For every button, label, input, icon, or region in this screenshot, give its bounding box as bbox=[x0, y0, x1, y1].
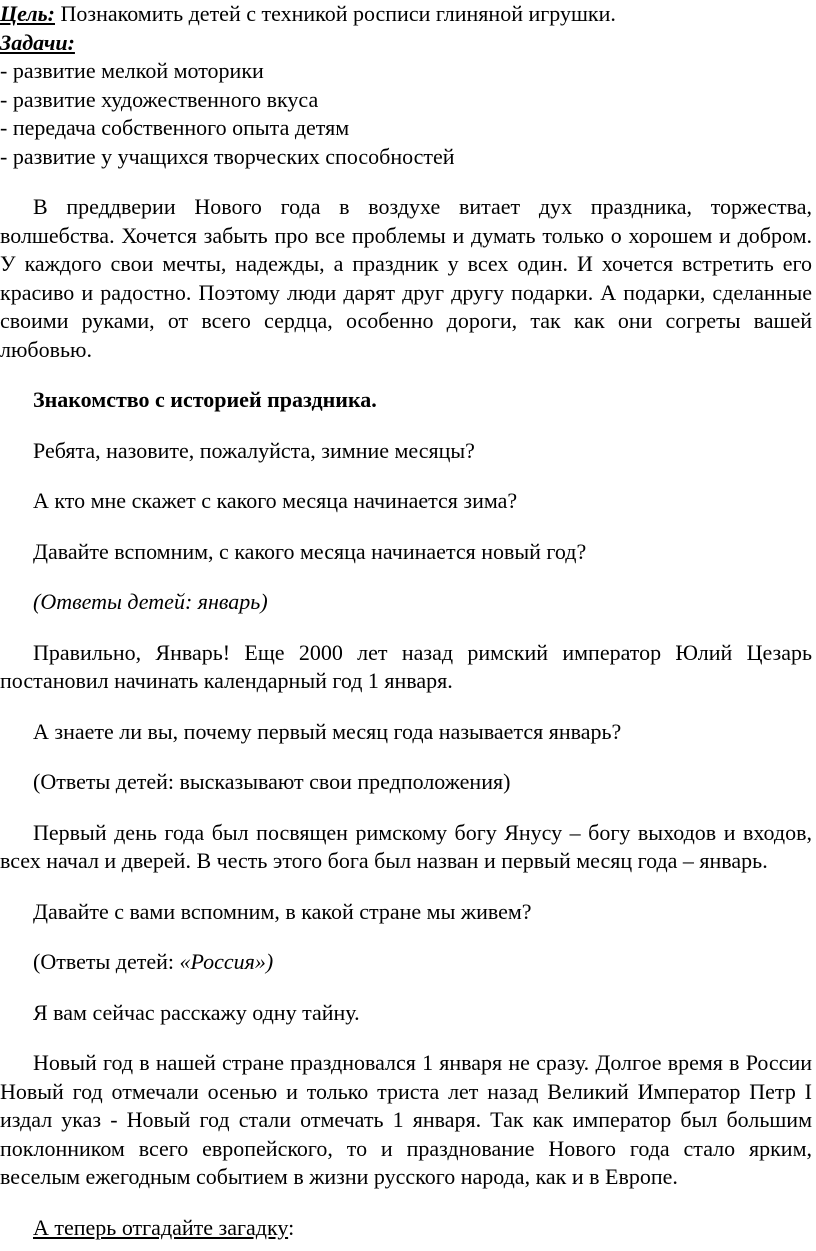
riddle-colon: : bbox=[288, 1214, 295, 1240]
paragraph-peter: Новый год в нашей стране праздновался 1 января не сразу. Долгое время в России Новый год отмечали осенью и только триста лет назад Великий Император Петр I издал указ - Новый год стали отмечать 1 января. Так как император был большим поклонником всего европейского, то и празднование Нового года стало ярким, веселым ежегодным событием в жизни русского народа, как и в Европе. bbox=[0, 1050, 812, 1189]
task-item: - развитие у учащихся творческих способностей bbox=[0, 143, 455, 169]
question-january-name: А знаете ли вы, почему первый месяц года называется январь? bbox=[33, 718, 622, 744]
question-winter-months: Ребята, назовите, пожалуйста, зимние месяцы? bbox=[33, 437, 475, 463]
goal-text: Познакомить детей с техникой росписи глиняной игрушки. bbox=[55, 1, 616, 26]
riddle-line bbox=[0, 1214, 812, 1243]
section-heading: Знакомство с историей праздника. bbox=[33, 387, 377, 412]
goal-label: Цель: bbox=[0, 1, 55, 26]
answer-country-prefix: (Ответы детей: bbox=[33, 949, 180, 974]
tasks-label: Задачи: bbox=[0, 29, 75, 55]
question-country: Давайте с вами вспомним, в какой стране мы живем? bbox=[33, 898, 532, 924]
paragraph-janus: Первый день года был посвящен римскому богу Янусу – богу выходов и входов, всех начал и дверей. В честь этого бога был назван и первый месяц года – январь. bbox=[0, 819, 812, 873]
goal-line bbox=[0, 0, 812, 29]
riddle-text: А теперь отгадайте загадку bbox=[33, 1214, 289, 1240]
paragraph-caesar: Правильно, Январь! Еще 2000 лет назад римский император Юлий Цезарь постановил начинать календарный год 1 января. bbox=[0, 639, 812, 693]
question-new-year-month: Давайте вспомним, с какого месяца начинается новый год? bbox=[33, 538, 587, 564]
answer-country: «Россия») bbox=[179, 949, 274, 974]
answer-assumptions: (Ответы детей: высказывают свои предположения) bbox=[33, 769, 511, 794]
tasks-label-line bbox=[0, 29, 812, 58]
question-winter-start: А кто мне скажет с какого месяца начинается зима? bbox=[33, 488, 518, 513]
answer-country-line bbox=[0, 948, 812, 977]
task-item: - передача собственного опыта детям bbox=[0, 115, 350, 140]
answer-january: (Ответы детей: январь) bbox=[33, 589, 268, 614]
intro-paragraph: В преддверии Нового года в воздухе витает дух праздника, торжества, волшебства. Хочется забыть про все проблемы и думать только о хорошем и добром. У каждого свои мечты, надежды, а праздник у всех один. И хочется встретить его красиво и радостно. Поэтому люди дарят друг другу подарки. А подарки, сделанные своими руками, от всего сердца, особенно дороги, так как они согреты вашей любовью. bbox=[0, 194, 812, 362]
secret-line: Я вам сейчас расскажу одну тайну. bbox=[33, 999, 360, 1025]
task-item: - развитие мелкой моторики bbox=[0, 58, 264, 83]
task-item: - развитие художественного вкуса bbox=[0, 86, 319, 112]
